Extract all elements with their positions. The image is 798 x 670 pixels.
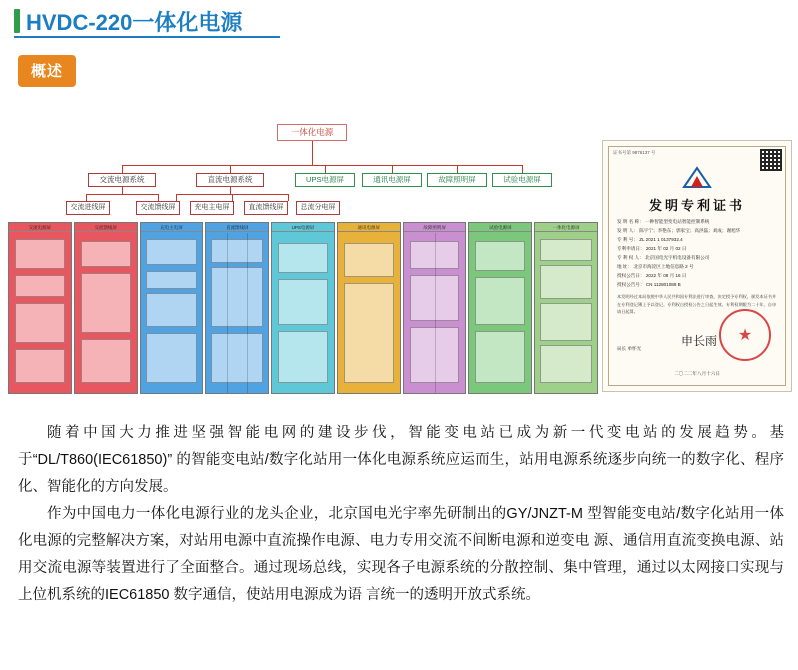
cabinet-photo-strip [8,222,598,394]
cabinet-body [9,233,71,393]
cabinet-body [338,233,400,393]
diagram-connector [325,165,326,173]
diagram-node-fault-light: 故障照明屏 [427,173,487,187]
diagram-connector [230,187,231,194]
cabinet-body [535,233,597,393]
paragraph-2: 作为中国电力一体化电源行业的龙头企业，北京国电光宇率先研制出的GY/JNZT-M 型智能变电站/数字化站用一体化电源的完整解决方案，对站用电源中直流操作电源、电力专用交流不间断电源和逆变电 源、通信用直流变换电源、站用交流电源等装置进行了全面整合。通过现场总线，实现各子电源系统的分散控制、集中管理，通过以太网接口实现与上位机系统的IEC61850 数字通信，使站用电源成为语 言统一的透明开放式系统。 [18,506,784,603]
certificate-field: 发 明 名 称： 一种智能型变电站智能控制系统 [617,219,710,224]
diagram-connector [122,187,123,194]
cabinet-label: 充电主电屏 [141,223,203,232]
certificate-field: 专利申请日： 2021 年 02 月 02 日 [617,246,687,251]
diagram-node-total-feeder: 总流分电屏 [296,201,340,215]
title-accent-bar [14,9,20,33]
diagram-node-comm: 通讯电源屏 [362,173,422,187]
cabinet-fault-lighting [403,222,467,394]
cabinet-label: 直流馈线屏 [206,223,268,232]
diagram-connector [122,165,123,173]
cabinet-label: 试验电源屏 [469,223,531,232]
title-underline [14,36,280,38]
diagram-connector [392,165,393,173]
diagram-connector [176,194,177,201]
section-tab-overview: 概述 [18,55,76,87]
cabinet-dc-feeder [205,222,269,394]
certificate-field: 专 利 号： ZL 2021 1 0137932.4 [617,237,683,242]
cabinet-body [272,233,334,393]
diagram-connector [232,194,233,201]
certificate-field: 授权公告号： CN 112801088 B [617,282,681,287]
cnipa-logo-icon [680,165,714,191]
certificate-note: 本发明经过本局依照中华人民共和国专利法进行审查，决定授予专利权，颁发本证书并在专利登记簿上予以登记。专利权自授权公告之日起生效。专利权期限为二十年，自申请日起算。 [617,294,777,314]
diagram-connector [158,194,159,201]
certificate-title: 发明专利证书 [648,199,745,214]
certificate-number: 证书号第 9876137 号 [613,150,656,155]
cabinet-charger-main [140,222,204,394]
certificate-field: 地 址： 北京市海淀区上地信息路 2 号 [617,264,694,269]
body-text [18,420,784,609]
diagram-node-dc-feeder: 直流馈线屏 [244,201,288,215]
diagram-root-node: 一体化电源 [277,124,347,141]
cabinet-body [141,233,203,393]
cabinet-label: 故障照明屏 [404,223,466,232]
cabinet-label: 交流馈线屏 [75,223,137,232]
certificate-field: 授权公告日： 2022 年 08 月 16 日 [617,273,687,278]
cabinet-label: UPS电源屏 [272,223,334,232]
cabinet-body [206,233,268,393]
cabinet-ups [271,222,335,394]
page-title-row [14,6,242,36]
diagram-connector [522,165,523,173]
diagram-node-ac-feeder: 交流馈线屏 [136,201,180,215]
cabinet-label: 通讯电源屏 [338,223,400,232]
diagram-node-charge-main: 充电主电屏 [190,201,234,215]
diagram-connector [230,165,231,173]
cabinet-integrated-power [534,222,598,394]
cabinet-label: 一体化电源屏 [535,223,597,232]
diagram-bus-line [122,165,522,166]
cabinet-ac-power [8,222,72,394]
cabinet-body [404,233,466,393]
diagram-node-ac-system: 交流电源系统 [88,173,156,187]
paragraph-1: 随着中国大力推进坚强智能电网的建设步伐，智能变电站已成为新一代变电站的发展趋势。基于“DL/T860(IEC61850)” 的智能变电站/数字化站用一体化电源系统应运而生，站用电源系统逐步向统一的数字化、程序化、智能化的方向发展。 [18,425,784,495]
cabinet-test-power [468,222,532,394]
diagram-node-dc-system: 直流电源系统 [196,173,264,187]
cabinet-comm-power [337,222,401,394]
diagram-node-ups: UPS电源屏 [295,173,355,187]
certificate-field: 发 明 人： 陈宇宁；李艳东；郭家宝；高洪磊；刘成；谢旭华 [617,228,741,233]
diagram-connector [86,194,87,201]
diagram-bus-line [86,194,158,195]
cabinet-body [469,233,531,393]
diagram-connector [457,165,458,173]
patent-certificate [602,140,792,392]
qr-code-icon [760,149,782,171]
cabinet-body [75,233,137,393]
official-seal-icon [719,309,771,361]
certificate-fields [617,217,779,289]
page-title: HVDC-220一体化电源 [26,9,243,35]
cabinet-label: 交流电源屏 [9,223,71,232]
certificate-field: 专 利 权 人： 北京国电光宇机电设备有限公司 [617,255,710,260]
diagram-node-test-power: 试验电源屏 [492,173,552,187]
certificate-signature: 申长雨 [681,334,718,348]
diagram-connector [312,141,313,165]
certificate-sign-label: 局长 单怀光 [617,346,642,351]
cabinet-ac-feeder [74,222,138,394]
certificate-date: 二〇二二年八月十六日 [674,371,720,376]
diagram-connector [288,194,289,201]
diagram-node-ac-incoming: 交流进线屏 [66,201,110,215]
